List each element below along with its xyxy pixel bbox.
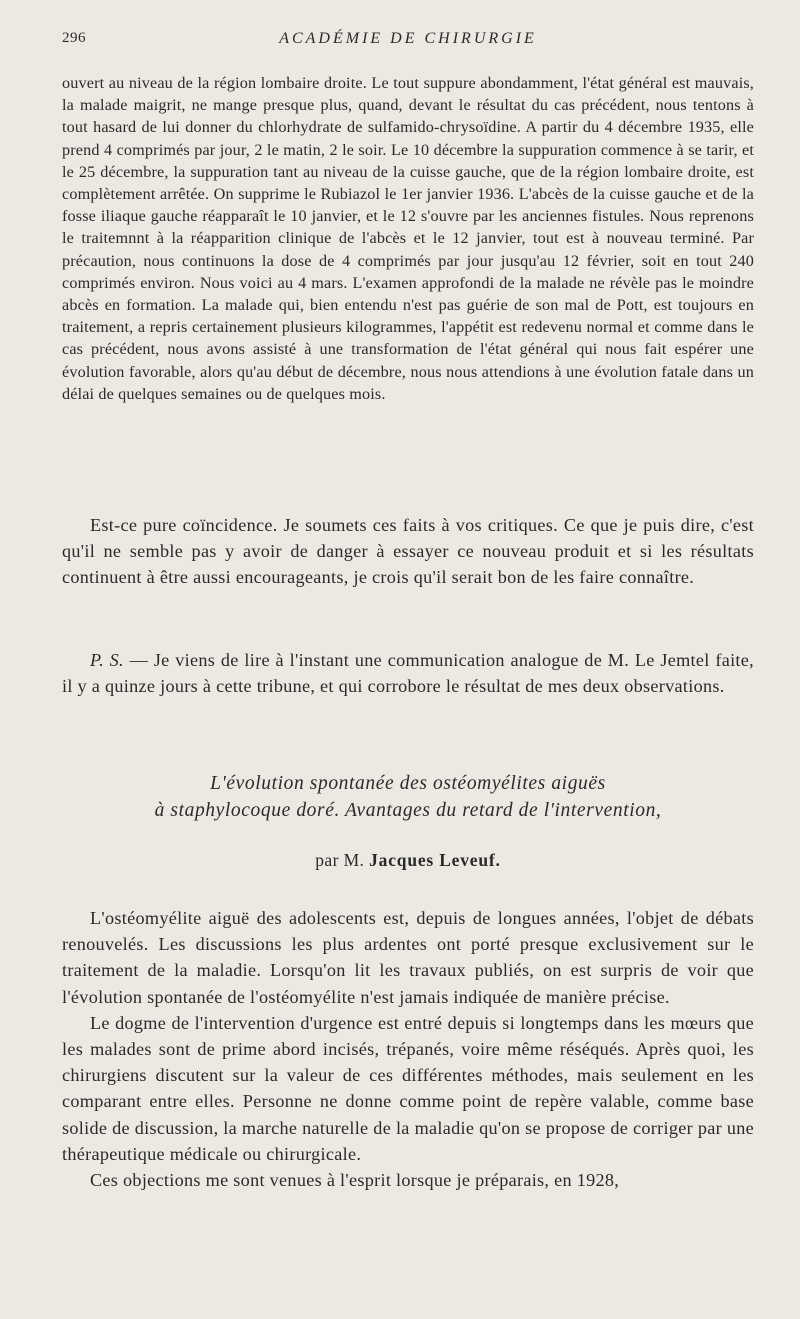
article-title-line-1: L'évolution spontanée des ostéomyélites aiguës <box>210 773 606 794</box>
article-body <box>62 905 754 1193</box>
conclusion-paragraph: Est-ce pure coïncidence. Je soumets ces faits à vos critiques. Ce que je puis dire, c'est qu'il ne semble pas y avoir de danger à essayer ce nouveau produit et si les résultats continuent à être aussi encourageants, je crois qu'il serait bon de les faire connaître. <box>62 515 754 588</box>
case-report-paragraph: ouvert au niveau de la région lombaire droite. Le tout suppure abondamment, l'état général est mauvais, la malade maigrit, ne mange presque plus, quand, devant le résultat du cas précédent, nous tentons à tout hasard de lui donner du chlorhydrate de sulfamido-chrysoïdine. A partir du 4 décembre 1935, elle prend 4 comprimés par jour, 2 le matin, 2 le soir. Le 10 décembre la suppuration commence à se tarir, et le 25 décembre, la suppuration tant au niveau de la cuisse gauche, que de la région lombaire droite, est complètement arrêtée. On supprime le Rubiazol le 1er janvier 1936. L'abcès de la cuisse gauche et de la fosse iliaque gauche réapparaît le 10 janvier, et le 12 s'ouvre par les anciennes fistules. Nous reprenons le traitemnnt à la réapparition clinique de l'abcès et le 12 janvier, tout est à nouveau terminé. Par précaution, nous continuons la dose de 4 comprimés par jour jusqu'au 12 février, soit en tout 240 comprimés environ. Nous voici au 4 mars. L'examen approfondi de la malade ne révèle pas le moindre abcès en formation. La malade qui, bien entendu n'est pas guérie de son mal de Pott, est toujours en traitement, a repris certainement plusieurs kilogrammes, l'appétit est redevenu normal et comme dans le cas précédent, nous avons assisté à une transformation de l'état général qui nous fait espérer une évolution favorable, alors qu'au début de décembre, nous nous attendions à une évolution fatale dans un délai de quelques semaines ou de quelques mois. <box>62 74 754 403</box>
page-number: 296 <box>62 30 86 46</box>
postscript-label: P. S. <box>90 650 124 670</box>
body-paragraph: Le dogme de l'intervention d'urgence est entré depuis si longtemps dans les mœurs que les malades sont de prime abord incisés, trépanés, voire même réséqués. Après quoi, les chirurgiens discutent sur la valeur de ces différentes méthodes, mais seulement en les comparant entre elles. Personne ne donne comme point de repère valable, comme base solide de discussion, la marche naturelle de la maladie qu'on se propose de corriger par une thérapeutique médicale ou chirurgicale. <box>62 1012 754 1164</box>
byline-prefix: par M. <box>315 850 370 870</box>
page-header <box>62 30 754 56</box>
postscript-block <box>62 647 754 699</box>
article-byline <box>62 850 754 871</box>
running-head: ACADÉMIE DE CHIRURGIE <box>279 30 537 47</box>
article-title <box>62 770 754 824</box>
postscript-text: — Je viens de lire à l'instant une communication analogue de M. Le Jemtel faite, il y a quinze jours à cette tribune, et qui corrobore le résultat de mes deux observations. <box>62 650 754 697</box>
author-name: Jacques Leveuf. <box>369 850 501 870</box>
body-paragraph: L'ostéomyélite aiguë des adolescents est, depuis de longues années, l'objet de débats renouvelés. Les discussions les plus ardentes ont porté presque exclusivement sur le traitement de la maladie. Lorsqu'on lit les travaux publiés, on est surpris de voir que l'évolution spontanée de l'ostéomyélite n'est jamais indiquée de manière précise. <box>62 908 754 1007</box>
postscript-paragraph <box>62 647 754 699</box>
article-title-line-2: à staphylocoque doré. Avantages du retard de l'intervention, <box>154 800 662 821</box>
body-paragraph: Ces objections me sont venues à l'esprit lorsque je préparais, en 1928, <box>90 1170 620 1191</box>
case-report-text <box>62 72 754 405</box>
conclusion-block <box>62 512 754 591</box>
